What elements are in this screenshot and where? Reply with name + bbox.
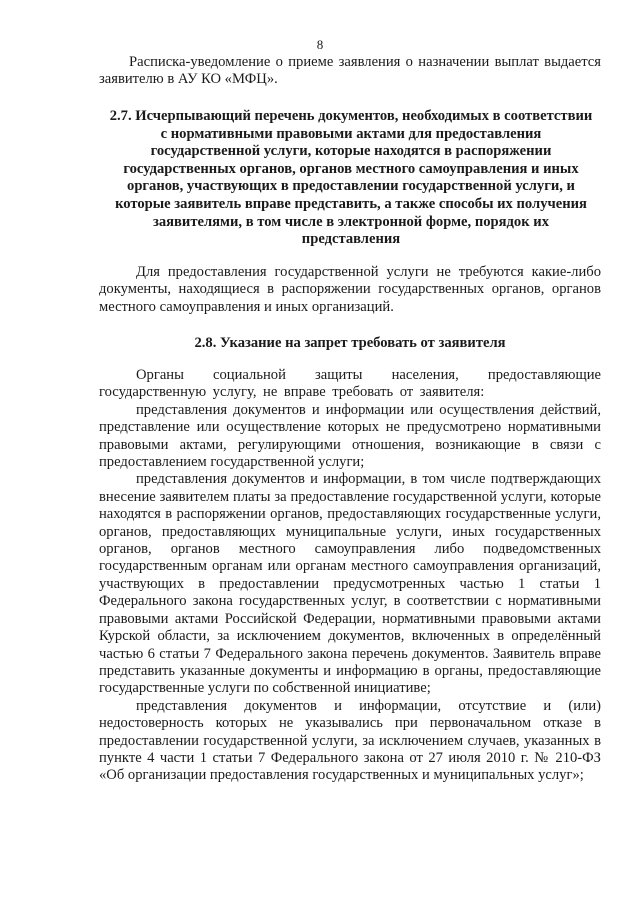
section-2-8-body (99, 367, 601, 785)
section-2-8-heading: 2.8. Указание на запрет требовать от заявителя (194, 335, 506, 351)
section-2-8-lead: Органы социальной защиты населения, предоставляющие государственную услугу, не вправе требовать от заявителя: (99, 367, 601, 401)
section-2-7-heading: 2.7. Исчерпывающий перечень документов, необходимых в соответствии с нормативными правовыми актами для предоставления государственной услуги, которые находятся в распоряжении государственных органов, органов местного самоуправления и иных органов, участвующих в предоставлении государственной услуги, и которые заявитель вправе представить, а также способы их получения заявителями, в том числе в электронной форме, порядок их представления (109, 108, 593, 248)
prohibition-item: представления документов и информации, отсутствие и (или) недостоверность которых не указывались при первоначальном отказе в предоставлении государственной услуги, за исключением случаев, указанных в пункте 4 части 1 статьи 7 Федерального закона от 27 июля 2010 г. № 210-ФЗ «Об организации предоставления государственных и муниципальных услуг»; (99, 697, 601, 784)
section-2-7-paragraph: Для предоставления государственной услуги не требуются какие-либо документы, находящиеся в распоряжении государственных органов, органов местного самоуправления и иных организаций. (99, 264, 601, 315)
intro-paragraph: Расписка-уведомление о приеме заявления о назначении выплат выдается заявителю в АУ КО «МФЦ». (99, 54, 601, 88)
prohibition-item: представления документов и информации, в том числе подтверждающих внесение заявителем платы за предоставление государственной услуги, которые находятся в распоряжении органов, предоставляющих государственные услуги, органов, предоставляющих муниципальные услуги, иных государственных органов, органов местного самоуправления либо подведомственных государственным органам или органам местного самоуправления организаций, участвующих в предоставлении предусмотренных частью 1 статьи 1 Федерального закона государственных услуг, в соответствии с нормативными правовыми актами Российской Федерации, нормативными правовыми актами Курской области, за исключением документов, включенных в определённый частью 6 статьи 7 Федерального закона перечень документов. Заявитель вправе представить указанные документы и информацию в органы, предоставляющие государственные услуги по собственной инициативе; (99, 471, 601, 697)
section-2-7-body (99, 264, 601, 316)
intro-paragraph-block (99, 54, 601, 89)
page-number: 8 (316, 37, 324, 52)
prohibition-item: представления документов и информации или осуществления действий, представление или осуществление которых не предусмотрено нормативными правовыми актами, регулирующими отношения, возникающие в связи с предоставлением государственной услуги; (99, 401, 601, 471)
